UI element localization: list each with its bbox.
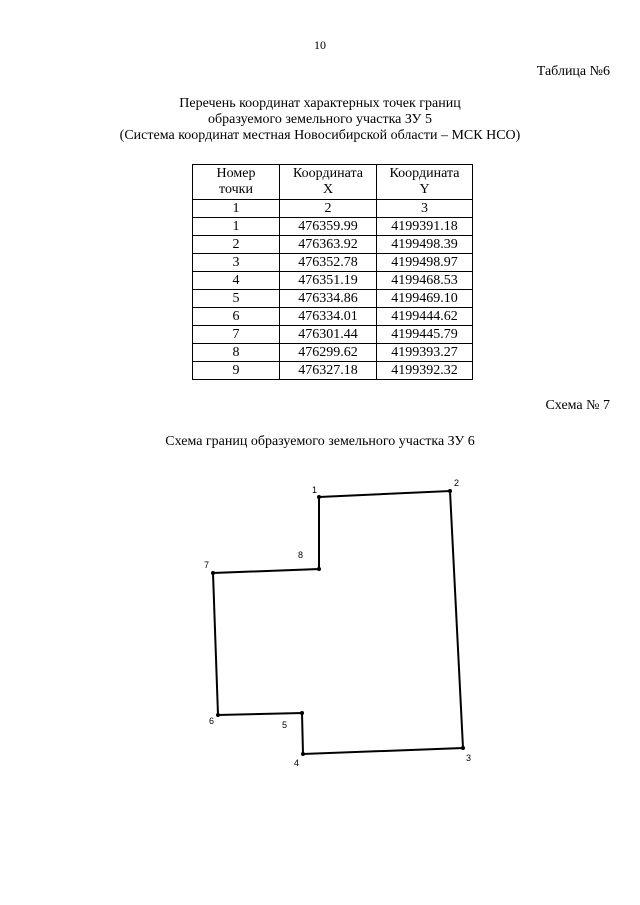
table-cell: 4199498.97 (377, 254, 473, 272)
header-coordinate-y (377, 165, 473, 200)
vertex-label: 7 (204, 560, 210, 570)
table-row (193, 218, 473, 236)
table-cell: 1 (193, 218, 280, 236)
document-title (0, 96, 640, 144)
column-index-row (193, 200, 473, 218)
header-cell-line: Номер (216, 166, 256, 181)
table-cell: 4 (193, 272, 280, 290)
table-cell: 476334.01 (280, 308, 377, 326)
coordinates-table (192, 164, 473, 380)
vertex-layer (204, 478, 471, 768)
table-cell: 4199392.32 (377, 362, 473, 380)
header-cell-line: Координата (389, 166, 460, 181)
table-cell: 4199444.62 (377, 308, 473, 326)
table-cell: 8 (193, 344, 280, 362)
table-cell: 476351.19 (280, 272, 377, 290)
page-number: 10 (314, 38, 326, 52)
vertex-label: 1 (312, 485, 318, 495)
table-row (193, 272, 473, 290)
table-cell: 476327.18 (280, 362, 377, 380)
header-cell-line: Координата (293, 166, 363, 181)
header-cell-line: Y (419, 182, 430, 197)
plot-boundary (213, 491, 463, 754)
table-cell: 5 (193, 290, 280, 308)
table-row (193, 290, 473, 308)
vertex-label: 8 (298, 550, 304, 560)
header-cell-line: точки (219, 182, 253, 197)
table-cell: 476301.44 (280, 326, 377, 344)
table-cell: 6 (193, 308, 280, 326)
vertex-marker (461, 746, 465, 750)
table-body (193, 200, 473, 380)
table-row (193, 254, 473, 272)
vertex-marker (317, 495, 321, 499)
table-row (193, 236, 473, 254)
vertex-marker (300, 711, 304, 715)
vertex-marker (211, 571, 215, 575)
title-line-2: образуемого земельного участка ЗУ 5 (208, 112, 432, 127)
vertex-marker (448, 489, 452, 493)
header-point-number (193, 165, 280, 200)
vertex-label: 5 (282, 720, 288, 730)
vertex-label: 3 (466, 753, 472, 763)
table-cell: 4199498.39 (377, 236, 473, 254)
vertex-label: 4 (294, 758, 300, 768)
table-cell: 1 (193, 200, 280, 218)
vertex-label: 2 (454, 478, 460, 488)
table-cell: 3 (193, 254, 280, 272)
title-line-3: (Система координат местная Новосибирской области – МСК НСО) (119, 128, 521, 143)
table-cell: 476359.99 (280, 218, 377, 236)
table-row (193, 308, 473, 326)
table-cell: 3 (377, 200, 473, 218)
vertex-label: 6 (209, 716, 215, 726)
table-header-row (193, 165, 473, 200)
table-cell: 2 (280, 200, 377, 218)
table-cell: 2 (193, 236, 280, 254)
table-cell: 476352.78 (280, 254, 377, 272)
table-cell: 4199469.10 (377, 290, 473, 308)
table-cell: 4199445.79 (377, 326, 473, 344)
table-cell: 476334.86 (280, 290, 377, 308)
table-row (193, 326, 473, 344)
header-cell-line: X (322, 182, 334, 197)
header-coordinate-x (280, 165, 377, 200)
table-cell: 4199391.18 (377, 218, 473, 236)
land-plot-scheme (0, 460, 640, 790)
table-label: Таблица №6 (536, 64, 610, 79)
table-cell: 476363.92 (280, 236, 377, 254)
title-line-1: Перечень координат характерных точек границ (179, 96, 461, 111)
table-cell: 4199393.27 (377, 344, 473, 362)
table-cell: 9 (193, 362, 280, 380)
table-cell: 7 (193, 326, 280, 344)
vertex-marker (301, 752, 305, 756)
table-cell: 4199468.53 (377, 272, 473, 290)
table-row (193, 344, 473, 362)
scheme-title: Схема границ образуемого земельного участка ЗУ 6 (165, 434, 475, 449)
scheme-label: Схема № 7 (545, 398, 610, 413)
table-row (193, 362, 473, 380)
table-cell: 476299.62 (280, 344, 377, 362)
vertex-marker (216, 713, 220, 717)
vertex-marker (317, 567, 321, 571)
